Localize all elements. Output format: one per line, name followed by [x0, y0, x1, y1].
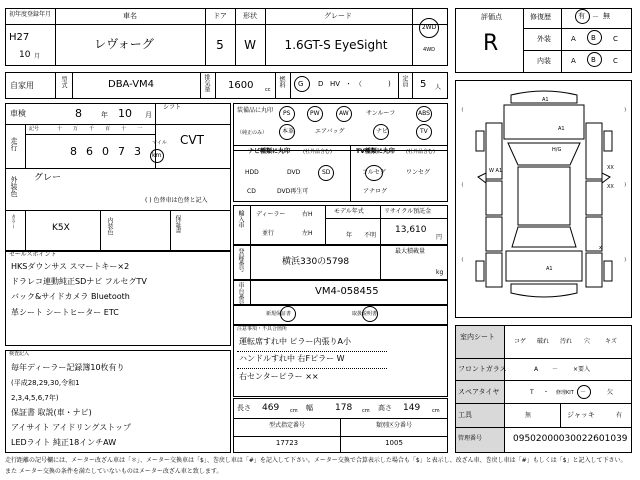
recycle-unit: 円 [436, 234, 443, 241]
car-diagram-frame [455, 80, 632, 318]
tools-value: 無 [525, 412, 532, 419]
mileage-digit-5: 3 [134, 145, 141, 158]
interior-burn: コゲ [514, 338, 527, 345]
shape-value: W [244, 38, 256, 52]
mileage-unit-10k: 十 [57, 126, 63, 132]
eq-aw: AW [339, 110, 349, 117]
class-value: 1005 [385, 439, 403, 447]
record-3: 2,3,4,5,6,7年) [11, 394, 59, 402]
note-2: ハンドルすれ中 右Fピラー W [239, 354, 345, 363]
navi-cd: CD [247, 188, 256, 195]
ext-grade-c: C [613, 35, 618, 43]
rating-value: R [483, 31, 499, 56]
diag-a1-hood: A1 [558, 126, 565, 132]
mileage-digit-3: 0 [102, 145, 109, 158]
navi-dvd: DVD [287, 169, 301, 176]
records-label: 検査記入 [9, 351, 30, 357]
capacity-unit: 人 [435, 84, 442, 91]
mileage-unit-sign: 記号 [29, 126, 40, 132]
interior-label: 室内シート [460, 333, 495, 341]
record-1: 毎年ディーラー記録簿10枚有り [11, 363, 125, 372]
eq-navi: ナビ [376, 128, 389, 135]
eq-pw: PW [310, 110, 320, 117]
mileage-unit-thousand: 千 [89, 126, 95, 132]
eq-airbag: エアバッグ [315, 128, 345, 135]
navi-title: ナビ種類に丸印 [248, 148, 291, 155]
mileage-digit-4: 7 [118, 145, 125, 158]
class-label: 類別区分番号 [375, 422, 413, 429]
note-3: 右センターピラー ×× [239, 372, 319, 381]
shape-label: 形状 [243, 12, 257, 20]
sales-point-3: バック&サイドカメラ Bluetooth [11, 292, 130, 301]
mirror-left [478, 173, 486, 183]
wheel-rr [604, 261, 612, 281]
footer-line-1: 走行距離の記号欄には、メーター改ざん車は「＊」、メーター交換車は「$」、巻戻し車は「#」を記入して下さい。メーター交換で合算表示した場合も「$」と表示し、改ざん車、巻戻し車は「#」もしくは「$」と記入して下さい。 [5, 457, 627, 464]
roof [518, 167, 570, 225]
mirror-right [602, 173, 610, 183]
mgmt-value: 09502000030022601039 [513, 434, 628, 444]
windshield-dash: － [552, 366, 559, 373]
svg-text:}: } [624, 107, 627, 112]
windshield-x: ×要入 [573, 366, 591, 373]
recycle-label: リサイクル預託金 [384, 208, 432, 215]
eq-abs: ABS [418, 110, 430, 117]
import-label: 輸入車 [237, 210, 244, 228]
model-year-unit: 年 [346, 232, 353, 239]
navi-sd: SD [322, 169, 331, 176]
shift-value: CVT [180, 133, 204, 147]
recycle-value: 13,610 [395, 225, 427, 235]
import-parallel: 並行 [262, 230, 275, 237]
diag-x: x [599, 245, 602, 251]
capacity-value: 5 [420, 79, 427, 90]
check-new: 新規保証書 [266, 311, 292, 317]
left-quarter [486, 253, 502, 287]
model-no-label: 型式指定番号 [268, 422, 306, 429]
grade-value: 1.6GT-S EyeSight [284, 38, 388, 52]
reg-era: H27 [9, 32, 30, 43]
rating-label: 評価点 [481, 13, 502, 21]
spare-repair: 修理KIT [556, 390, 574, 396]
mgmt-label: 管理番号 [458, 435, 483, 442]
disp-value: 1600 [228, 80, 254, 91]
load-unit: kg [436, 269, 444, 276]
first-reg-label: 初年度登録年月 [9, 11, 52, 18]
navi-hdd: HDD [245, 169, 259, 176]
diag-xx-2: XX [607, 184, 614, 190]
wid-value: 178 [335, 403, 353, 413]
windshield-label: フロントガラス [458, 365, 507, 373]
mileage-digit-2: 6 [86, 145, 93, 158]
int-grade-a: A [571, 57, 576, 65]
usage: 自家用 [10, 81, 34, 90]
spare-dash: － [580, 389, 587, 396]
mileage-label: 走行 [10, 137, 18, 151]
car-diagram-svg [456, 81, 633, 319]
model-label: 型式 [60, 76, 67, 88]
len-label: 長さ [237, 404, 251, 412]
eq-tv: TV [420, 128, 428, 135]
repair-yes: 有 [578, 12, 585, 20]
sales-point-2: ドラレコ連動純正SDナビ フルセグTV [11, 277, 147, 286]
drive-4wd: 4WD [423, 47, 435, 53]
trunk [506, 251, 582, 281]
repair-label: 修復歴 [530, 13, 551, 21]
left-front-door [486, 181, 502, 215]
car-name: レヴォーグ [94, 37, 154, 51]
disp-label: 排気量 [203, 74, 210, 92]
spare-dot: ・ [543, 389, 550, 396]
sales-point-1: HKSダウンサス スマートキー×2 [11, 262, 130, 271]
warranty-label: 保証書 [174, 215, 181, 233]
diag-w-a1: W A1 [489, 168, 503, 174]
sales-points-label: セールスポイント [9, 251, 57, 258]
mileage-unit-hundred: 百 [105, 126, 111, 132]
repair-dash: － [592, 13, 599, 21]
len-unit: cm [290, 408, 298, 414]
color-label: カラー [10, 214, 16, 229]
int-color-label: 内装色 [106, 217, 113, 235]
record-2: (平成28,29,30,令和1 [11, 379, 80, 387]
windshield [508, 143, 580, 165]
spare-t: T [530, 389, 534, 396]
import-left: 左H [302, 230, 313, 237]
svg-text:{: { [461, 182, 464, 187]
shift-label: シフト [163, 104, 182, 111]
len-value: 469 [262, 403, 280, 413]
footer-line-2: また メーター交換の条件を満たしていないものはメーター改ざん車と致します。 [5, 468, 223, 475]
ext-label: 外装 [537, 35, 551, 43]
right-quarter [586, 253, 602, 287]
interior-scratch: キズ [605, 338, 617, 345]
svg-text:}: } [624, 182, 627, 187]
wheel-lr [476, 261, 484, 281]
interior-tear: 破れ [537, 338, 550, 345]
capacity-label: 定員 [401, 75, 408, 87]
spare-label: スペアタイヤ [458, 388, 500, 396]
wid-label: 幅 [306, 404, 313, 412]
model-value: DBA-VM4 [108, 79, 155, 90]
hei-value: 149 [403, 403, 421, 413]
tools-label: 工具 [458, 411, 472, 419]
wheel-rf [604, 131, 612, 151]
exterior-note: ( ) 色替車は色替と記入 [145, 197, 208, 204]
tv-fullseg: フルセグ [362, 169, 386, 176]
grade-label: グレード [324, 12, 352, 20]
fuel-hv: HV [330, 80, 341, 88]
load-label: 最大積載量 [395, 248, 426, 255]
drive-2wd: 2WD [421, 24, 437, 31]
inspection-year: 8 [75, 107, 82, 120]
svg-text:{: { [461, 107, 464, 112]
equipment-label: 装備品に丸印 [237, 107, 274, 114]
repair-no: 無 [603, 12, 610, 20]
eq-leather: 本革 [282, 128, 295, 135]
reg-label: 登録番号 [237, 248, 244, 272]
reg-month: 10 [19, 50, 31, 60]
mileage-km: km [152, 152, 162, 159]
hei-label: 高さ [378, 404, 392, 412]
wheel-lf [476, 131, 484, 151]
import-dealer: ディーラー [256, 211, 286, 218]
model-no-value: 17723 [275, 439, 299, 447]
doors-label: ドア [213, 12, 227, 20]
fuel-d: D [318, 80, 324, 88]
mileage-unit-man: 万 [73, 126, 79, 132]
navi-dvd-play: DVD再生可 [277, 188, 309, 195]
record-4: 保証書 取説(車・ナビ) [11, 408, 92, 417]
int-grade-c: C [613, 57, 618, 65]
model-year-label: モデル年式 [334, 208, 364, 215]
left-rear-door [486, 217, 502, 251]
color-code: K5X [52, 223, 70, 233]
disp-unit: cc [265, 87, 271, 93]
chassis-label: 車台番号 [237, 282, 244, 306]
svg-text:{: { [461, 257, 464, 262]
exterior-label: 外装色 [10, 176, 18, 197]
fuel-paren-close: ) [388, 80, 391, 88]
diag-xx-1: XX [607, 165, 614, 171]
tv-analog: アナログ [363, 188, 388, 195]
exterior-value: グレー [34, 173, 62, 183]
hei-unit: cm [432, 408, 440, 414]
car-name-label: 車名 [123, 12, 137, 20]
ext-grade-a: A [571, 35, 576, 43]
mileage-unit-one: 一 [137, 126, 143, 132]
note-1: 運転席すれ中 ピラー内張りA小 [239, 337, 352, 346]
diag-hg: H/G [552, 147, 562, 153]
tv-title: TV種類に丸印 [356, 148, 395, 155]
wid-unit: cm [362, 408, 370, 414]
fuel-dot: ・ [345, 80, 352, 88]
int-label: 内装 [537, 57, 551, 65]
doors-value: 5 [216, 38, 224, 52]
hood [504, 105, 584, 139]
mileage-digit-1: 8 [70, 145, 77, 158]
interior-dirt: 汚れ [560, 338, 573, 345]
model-year-unknown: 不明 [364, 232, 377, 239]
eq-ps: PS [283, 110, 291, 117]
rear-bumper [511, 284, 577, 297]
equipment-sub: （純正のみ） [237, 130, 268, 136]
inspection-label: 車検 [10, 109, 26, 118]
mileage-unit-ten: 十 [121, 126, 127, 132]
interior-hole: 穴 [584, 338, 591, 345]
fuel-label: 燃料 [278, 76, 285, 88]
rear-glass [512, 227, 576, 247]
right-front-fender [586, 123, 602, 179]
eq-sunroof: サンルーフ [366, 110, 396, 117]
import-right: 右H [302, 211, 313, 218]
sales-point-4: 革シート シートヒーター ETC [11, 308, 119, 317]
svg-text:}: } [624, 257, 627, 262]
navi-sub: (社外品含む) [303, 149, 332, 155]
fuel-paren-open: （ [355, 80, 362, 88]
notes-label: 注意事項・不具合箇所 [237, 326, 288, 332]
reg-month-unit: 月 [34, 53, 41, 60]
inspection-month: 10 [118, 107, 132, 120]
check-manual: 取扱説明書 [352, 311, 378, 317]
mileage-mile: マイル [152, 140, 167, 146]
inspection-year-unit: 年 [101, 111, 108, 119]
int-grade-b: B [591, 56, 596, 64]
tv-sub: (社外品含む) [406, 149, 435, 155]
spare-none: 欠 [607, 389, 614, 396]
record-6: LEDライト 純正18インチAW [11, 438, 117, 447]
fuel-g: G [298, 80, 304, 88]
right-front-door [586, 181, 602, 215]
reg-value: 横浜330の5798 [282, 257, 350, 267]
inspection-month-unit: 月 [145, 111, 152, 119]
jack-label: ジャッキ [567, 411, 595, 419]
jack-value: 有 [616, 412, 623, 419]
windshield-a: A [534, 366, 539, 373]
ext-grade-b: B [591, 34, 596, 42]
record-5: アイサイト アイドリングストップ [11, 423, 132, 432]
tv-oneseg: ワンセグ [406, 169, 431, 176]
chassis-value: VM4-058455 [315, 286, 379, 297]
diag-a1-top: A1 [542, 97, 549, 103]
diag-a1-rear: A1 [546, 266, 553, 272]
